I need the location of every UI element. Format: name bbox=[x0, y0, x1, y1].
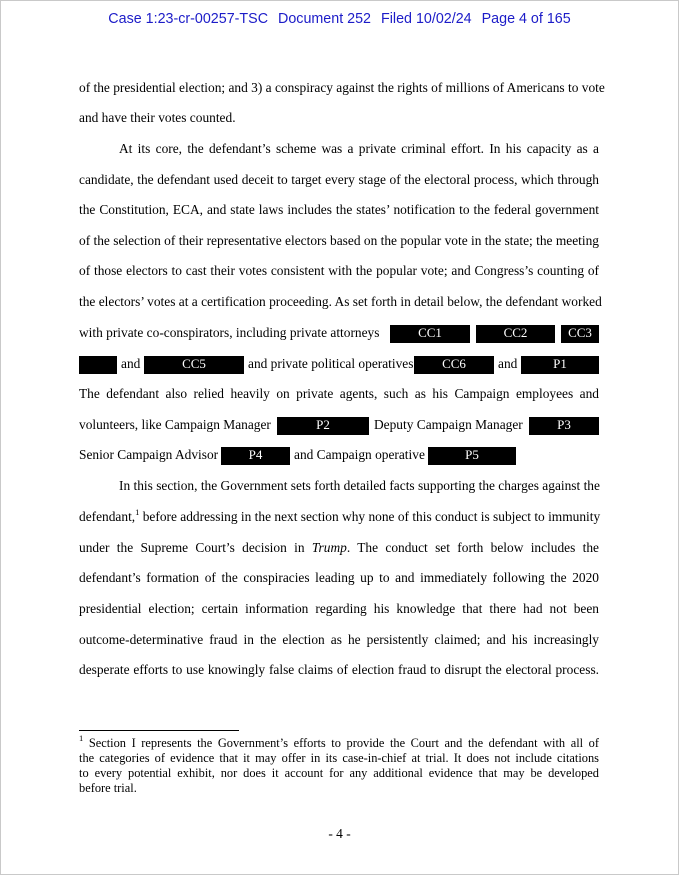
redaction-box: CC5 bbox=[144, 356, 244, 374]
case-number: Case 1:23-cr-00257-TSC bbox=[108, 11, 269, 27]
body-line: presidential election; certain information regarding his knowledge that there had not been bbox=[79, 601, 599, 616]
redaction-box: P4 bbox=[221, 447, 290, 465]
redaction-box: P2 bbox=[277, 417, 369, 435]
page-number: - 4 - bbox=[328, 826, 351, 841]
body-text: under the Supreme Court’s decision in bbox=[79, 540, 312, 555]
body-text: defendant, bbox=[79, 509, 136, 524]
body-text: and private political operatives bbox=[248, 356, 414, 371]
body-line: outcome-determinative fraud in the election as he persistently claimed; and his increasingly bbox=[79, 632, 599, 647]
body-text: Senior Campaign Advisor bbox=[79, 447, 219, 462]
body-text: before addressing in the next section why none of this conduct is subject to immunity bbox=[139, 509, 601, 524]
redaction-box: CC6 bbox=[414, 356, 494, 374]
body-text: volunteers, like Campaign Manager bbox=[79, 417, 271, 432]
redaction-box bbox=[79, 356, 117, 374]
body-text: Deputy Campaign Manager bbox=[374, 417, 523, 432]
footnote-line bbox=[79, 733, 599, 751]
footnote bbox=[79, 733, 599, 796]
body-line: candidate, the defendant used deceit to target every stage of the electoral process, which through bbox=[79, 172, 599, 187]
body-line: In this section, the Government sets forth detailed facts supporting the charges against the bbox=[119, 478, 600, 493]
body-line: defendant’s formation of the conspiracies leading up to and immediately following the 2020 bbox=[79, 570, 599, 585]
ecf-header bbox=[0, 11, 679, 27]
redaction-box: P3 bbox=[529, 417, 599, 435]
redaction-box: CC1 bbox=[390, 325, 470, 343]
body-text: . The conduct set forth below includes the bbox=[346, 540, 599, 555]
redaction-box: P5 bbox=[428, 447, 516, 465]
body-text: and bbox=[121, 356, 141, 371]
footnote-line: the categories of evidence that it may offer in its case-in-chief at trial. It does not include citations bbox=[79, 751, 599, 765]
case-name: Trump bbox=[311, 540, 347, 555]
body-line: and have their votes counted. bbox=[79, 110, 236, 125]
body-line bbox=[79, 417, 599, 433]
body-text: with private co-conspirators, including private attorneys bbox=[79, 325, 380, 340]
body-line: desperate efforts to use knowingly false claims of election fraud to disrupt the electoral process. bbox=[79, 662, 599, 677]
footnote-separator bbox=[79, 730, 239, 731]
redaction-box: P1 bbox=[521, 356, 599, 374]
redaction-box: CC2 bbox=[476, 325, 555, 343]
body-line bbox=[79, 447, 599, 463]
body-line bbox=[79, 509, 599, 525]
body-line: the Constitution, ECA, and state laws includes the states’ notification to the federal government bbox=[79, 202, 599, 217]
document-number: Document 252 bbox=[278, 11, 372, 27]
footnote-line: before trial. bbox=[79, 781, 137, 795]
page-count: Page 4 of 165 bbox=[481, 11, 571, 27]
body-line bbox=[79, 540, 599, 556]
body-text: and bbox=[498, 356, 518, 371]
body-text: and Campaign operative bbox=[294, 447, 425, 462]
body-line: of the selection of their representative electors based on the popular vote in the state; the meeting bbox=[79, 233, 599, 248]
filed-date: Filed 10/02/24 bbox=[381, 11, 472, 27]
footnote-ref: 1 bbox=[135, 507, 140, 517]
body-line: the electors’ votes at a certification proceeding. As set forth in detail below, the defendant worked bbox=[79, 294, 602, 309]
body-line: of the presidential election; and 3) a conspiracy against the rights of millions of Americans to vote bbox=[79, 80, 605, 95]
body-line: The defendant also relied heavily on private agents, such as his Campaign employees and bbox=[79, 386, 599, 401]
footnote-marker: 1 bbox=[79, 733, 84, 743]
body-line: of those electors to cast their votes consistent with the popular vote; and Congress’s counting of bbox=[79, 263, 599, 278]
body-line bbox=[79, 325, 599, 341]
body-line: At its core, the defendant’s scheme was a private criminal effort. In his capacity as a bbox=[119, 141, 599, 156]
redaction-box: CC3 bbox=[561, 325, 599, 343]
footnote-text: Section I represents the Government’s efforts to provide the Court and the defendant with all of bbox=[83, 736, 599, 750]
footnote-line: to every potential exhibit, nor does it account for any additional evidence that may be developed bbox=[79, 766, 599, 780]
